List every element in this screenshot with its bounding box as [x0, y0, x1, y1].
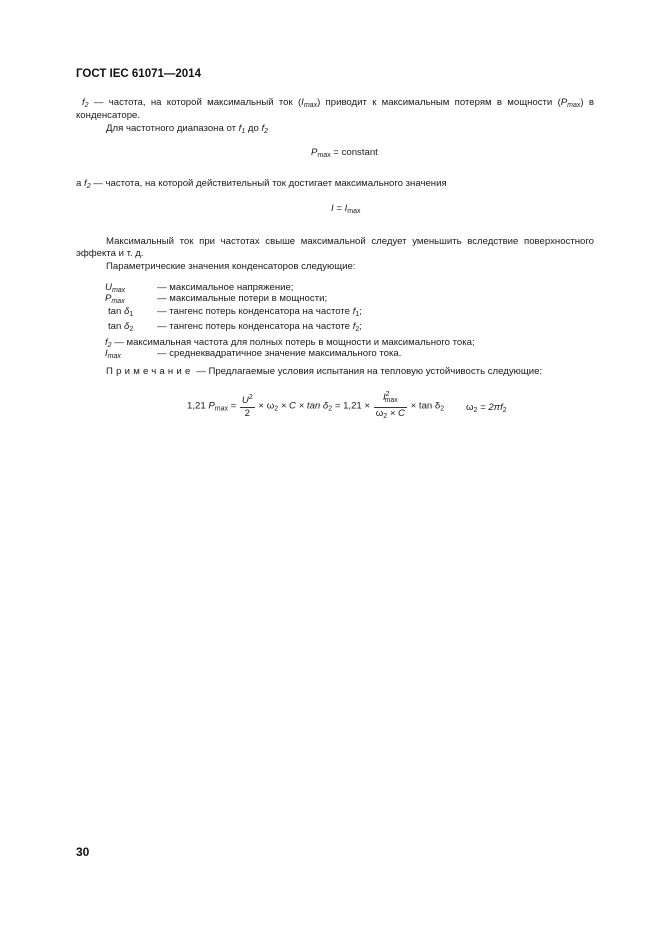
symbol-f2: $f_2$ — [82, 97, 89, 109]
paragraph-frequency-range: Для частотного диапазона от $f_1$ до $f_2$ — [106, 123, 269, 135]
definition-pmax: $P_{max}$ — максимальные потери в мощности; — [105, 293, 328, 305]
symbol-pmax: $P_{max}$ — [560, 97, 581, 109]
formula-pmax-constant: $P_{max}$ = constant — [311, 147, 378, 159]
paragraph-max-current-reduction: Максимальный ток при частотах свыше максимальной следует уменьшить вследствие поверхностного — [106, 236, 594, 247]
paragraph-max-current-continuation: эффекта и т. д. — [76, 248, 144, 259]
formula-omega2: $\omega_2 = 2\pi f_2$ — [466, 402, 507, 414]
paragraph-f2-continuation: конденсаторе. — [76, 110, 141, 121]
definition-tan-delta-1: $\tan \delta_1$ — тангенс потерь конденсатора на частоте $f_1$; — [108, 306, 362, 318]
definition-umax: $U_{max}$ — максимальное напряжение; — [105, 282, 294, 294]
formula-i-equals-imax: $I = I_{max}$ — [331, 203, 361, 215]
note-label: Примечание — [106, 366, 194, 377]
definition-f2-max-frequency: $f_2$ — максимальная частота для полных потерь в мощности и максимального тока; — [105, 337, 475, 349]
note — [106, 366, 542, 377]
definition-imax: $I_{max}$ — среднеквадратичное значение максимального тока. — [105, 348, 402, 360]
page-number: 30 — [76, 845, 90, 859]
definition-tan-delta-2: $\tan \delta_2$ — тангенс потерь конденсатора на частоте $f_2$; — [108, 321, 362, 333]
document-header: ГОСТ IEC 61071—2014 — [76, 68, 201, 80]
paragraph-f2-definition: $f_2$ — частота, на которой максимальный ток $(I_{max})$ приводит к максимальным потерям в мощности $(P_{max})$ в — [82, 97, 594, 109]
note-text: — Предлагаемые условия испытания на тепловую устойчивость следующие: — [193, 366, 543, 377]
symbol-imax: $I_{max}$ — [301, 97, 318, 109]
formula-thermal-stability: 1,21 $P_{max}$ = $\frac{U^2}{2}$ × $\omega_2 \times C \times \tan \delta_2 = 1,21$ × $\frac{I^2_{max}}{\omega_2 \times C}$ × $\tan \delta_2$ — [187, 389, 444, 423]
paragraph-f2-actual-current: а $f_2$ — частота, на которой действительный ток достигает максимального значения — [76, 178, 447, 190]
fraction-u-squared-over-2: $\frac{U^2}{2}$ — [241, 394, 253, 419]
paragraph-parametric-values: Параметрические значения конденсаторов следующие: — [106, 261, 356, 272]
fraction-imax-squared-over-omega-c: $\frac{I^2_{max}}{\omega_2 \times C}$ — [375, 391, 405, 420]
